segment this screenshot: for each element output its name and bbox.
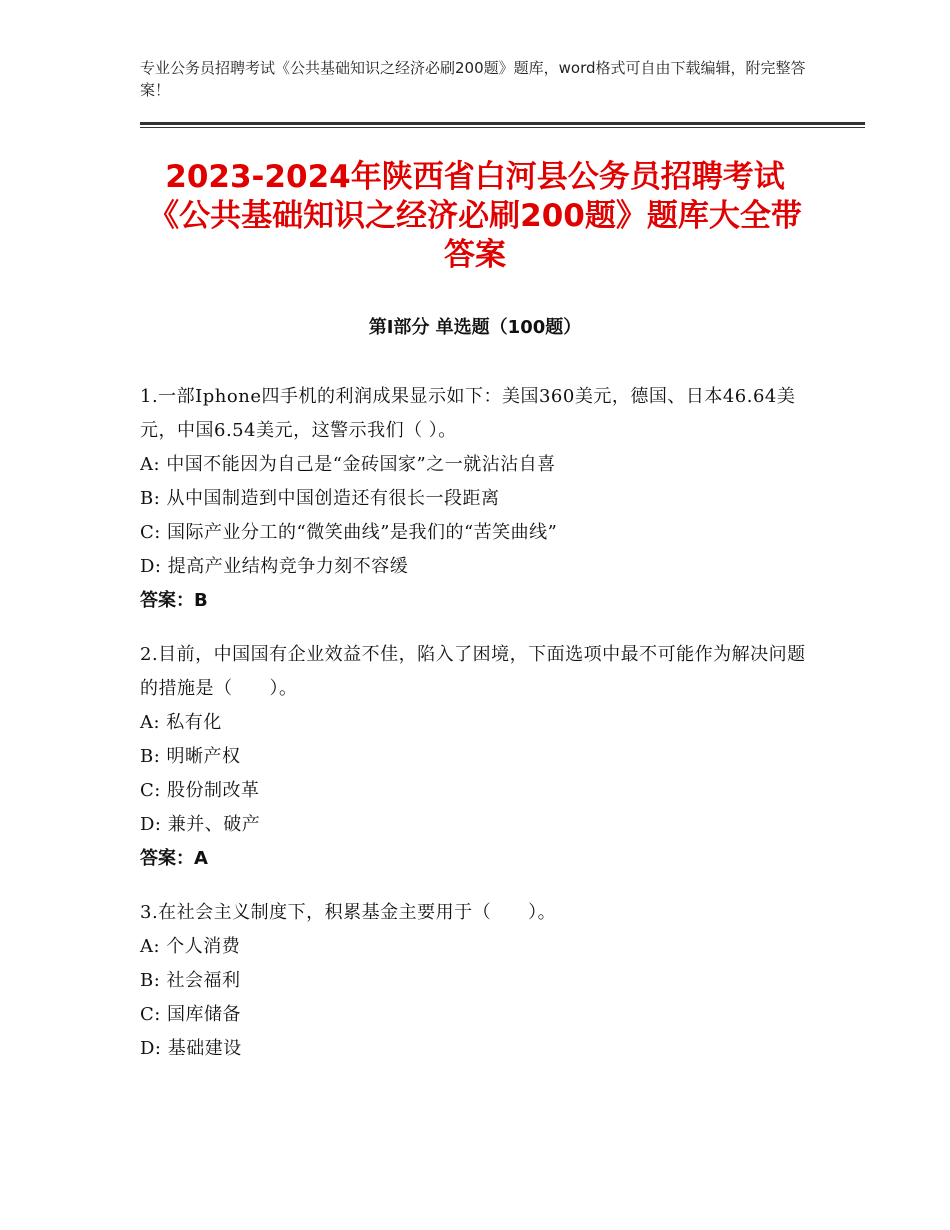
option-c: C: 国库储备 (140, 1004, 242, 1025)
option-b: B: 从中国制造到中国创造还有很长一段距离 (140, 488, 500, 509)
option-a: A: 私有化 (140, 712, 222, 733)
header-note: 专业公务员招聘考试《公共基础知识之经济必刷200题》题库，word格式可自由下载编辑，附完整答案！ (140, 59, 806, 99)
answer: 答案：A (140, 848, 208, 869)
question-text: 3.在社会主义制度下，积累基金主要用于（ ）。 (140, 902, 557, 923)
answer: 答案：B (140, 590, 208, 611)
header-rule-thin (140, 127, 865, 128)
question-text: 1.一部Iphone四手机的利润成果显示如下：美国360美元，德国、日本46.64美元，中国6.54美元，这警示我们（ ）。 (140, 386, 796, 441)
option-d: D: 提高产业结构竞争力刻不容缓 (140, 556, 409, 577)
question-text: 2.目前，中国国有企业效益不佳，陷入了困境，下面选项中最不可能作为解决问题的措施是（ ）。 (140, 644, 806, 699)
option-b: B: 社会福利 (140, 970, 241, 991)
section-heading: 第Ⅰ部分 单选题（100题） (368, 317, 582, 338)
option-c: C: 国际产业分工的“微笑曲线”是我们的“苦笑曲线” (140, 522, 558, 543)
option-d: D: 基础建设 (140, 1038, 242, 1059)
question-2 (140, 638, 820, 876)
header-rule-thick (140, 122, 865, 125)
question-3 (140, 896, 820, 1066)
option-b: B: 明晰产权 (140, 746, 241, 767)
option-c: C: 股份制改革 (140, 780, 260, 801)
option-d: D: 兼并、破产 (140, 814, 261, 835)
question-1 (140, 380, 820, 618)
option-a: A: 个人消费 (140, 936, 241, 957)
document-title: 2023-2024年陕西省白河县公务员招聘考试《公共基础知识之经济必刷200题》题库大全带答案 (148, 159, 802, 273)
option-a: A: 中国不能因为自己是“金砖国家”之一就沾沾自喜 (140, 454, 556, 475)
question-list (140, 380, 820, 1086)
